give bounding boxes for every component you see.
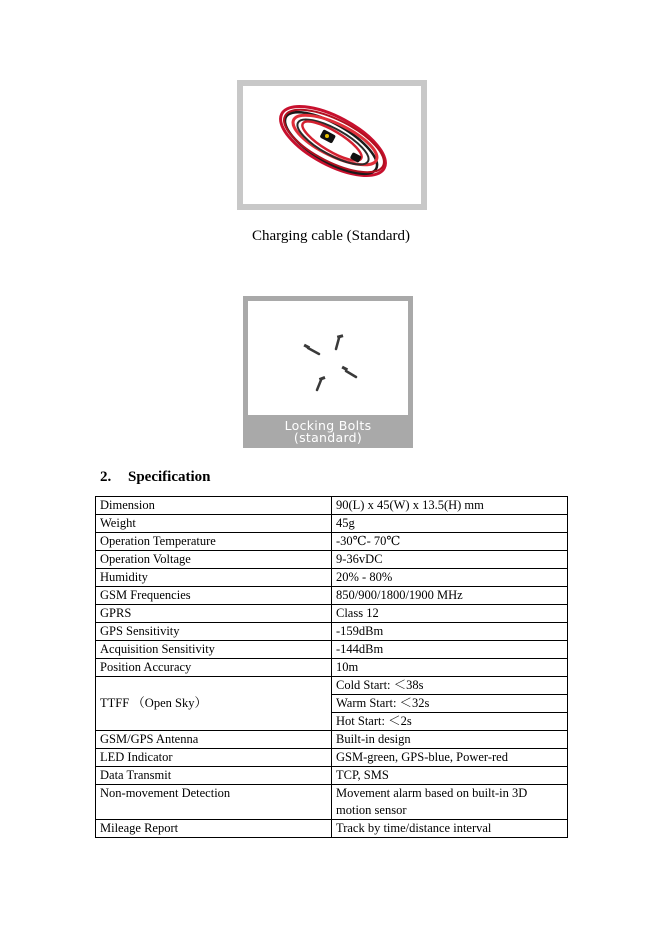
spec-value-ttff-cold: Cold Start: ＜38s xyxy=(332,677,568,695)
table-row xyxy=(96,623,568,641)
spec-value-led-indicator: GSM-green, GPS-blue, Power-red xyxy=(332,749,568,767)
spec-label-ttff: TTFF （Open Sky） xyxy=(96,677,332,731)
spec-label-antenna: GSM/GPS Antenna xyxy=(96,731,332,749)
spec-value-operation-temperature: -30℃- 70℃ xyxy=(332,533,568,551)
spec-value-gprs: Class 12 xyxy=(332,605,568,623)
spec-label-mileage-report: Mileage Report xyxy=(96,820,332,838)
spec-value-operation-voltage: 9-36vDC xyxy=(332,551,568,569)
table-row xyxy=(96,785,568,820)
table-row xyxy=(96,497,568,515)
spec-value-data-transmit: TCP, SMS xyxy=(332,767,568,785)
table-row xyxy=(96,551,568,569)
spec-value-weight: 45g xyxy=(332,515,568,533)
table-row xyxy=(96,820,568,838)
spec-value-position-accuracy: 10m xyxy=(332,659,568,677)
locking-bolts-illustration xyxy=(248,301,408,415)
spec-label-weight: Weight xyxy=(96,515,332,533)
table-row xyxy=(96,731,568,749)
spec-label-gps-sensitivity: GPS Sensitivity xyxy=(96,623,332,641)
spec-value-mileage-report: Track by time/distance interval xyxy=(332,820,568,838)
locking-bolts-label-line1: Locking Bolts xyxy=(284,418,372,433)
spec-value-gps-sensitivity: -159dBm xyxy=(332,623,568,641)
table-row xyxy=(96,533,568,551)
spec-value-dimension: 90(L) x 45(W) x 13.5(H) mm xyxy=(332,497,568,515)
specification-table xyxy=(95,496,568,838)
spec-value-antenna: Built-in design xyxy=(332,731,568,749)
table-row xyxy=(96,659,568,677)
spec-label-operation-temperature: Operation Temperature xyxy=(96,533,332,551)
spec-label-humidity: Humidity xyxy=(96,569,332,587)
locking-bolts-label-line2: (standard) xyxy=(293,430,363,445)
table-row xyxy=(96,767,568,785)
spec-value-non-movement-detection: Movement alarm based on built-in 3D motion sensor xyxy=(332,785,568,820)
table-row xyxy=(96,515,568,533)
table-row xyxy=(96,677,568,695)
table-row xyxy=(96,569,568,587)
section-heading xyxy=(100,469,211,486)
spec-label-position-accuracy: Position Accuracy xyxy=(96,659,332,677)
charging-cable-caption: Charging cable (Standard) xyxy=(251,228,410,244)
spec-label-gsm-frequencies: GSM Frequencies xyxy=(96,587,332,605)
spec-label-led-indicator: LED Indicator xyxy=(96,749,332,767)
charging-cable-illustration xyxy=(243,86,421,204)
table-row xyxy=(96,749,568,767)
spec-value-gsm-frequencies: 850/900/1800/1900 MHz xyxy=(332,587,568,605)
section-number: 2. xyxy=(100,469,112,485)
spec-label-operation-voltage: Operation Voltage xyxy=(96,551,332,569)
locking-bolts-label xyxy=(248,415,408,444)
spec-label-gprs: GPRS xyxy=(96,605,332,623)
spec-label-data-transmit: Data Transmit xyxy=(96,767,332,785)
table-row xyxy=(96,641,568,659)
spec-value-humidity: 20% - 80% xyxy=(332,569,568,587)
charging-cable-photo xyxy=(237,80,427,210)
spec-value-ttff-hot: Hot Start: ＜2s xyxy=(332,713,568,731)
spec-value-acquisition-sensitivity: -144dBm xyxy=(332,641,568,659)
locking-bolts-photo xyxy=(243,296,413,448)
table-row xyxy=(96,587,568,605)
section-title: Specification xyxy=(128,469,211,485)
spec-label-non-movement-detection: Non-movement Detection xyxy=(96,785,332,820)
table-row xyxy=(96,605,568,623)
spec-label-dimension: Dimension xyxy=(96,497,332,515)
spec-value-ttff-warm: Warm Start: ＜32s xyxy=(332,695,568,713)
spec-label-acquisition-sensitivity: Acquisition Sensitivity xyxy=(96,641,332,659)
